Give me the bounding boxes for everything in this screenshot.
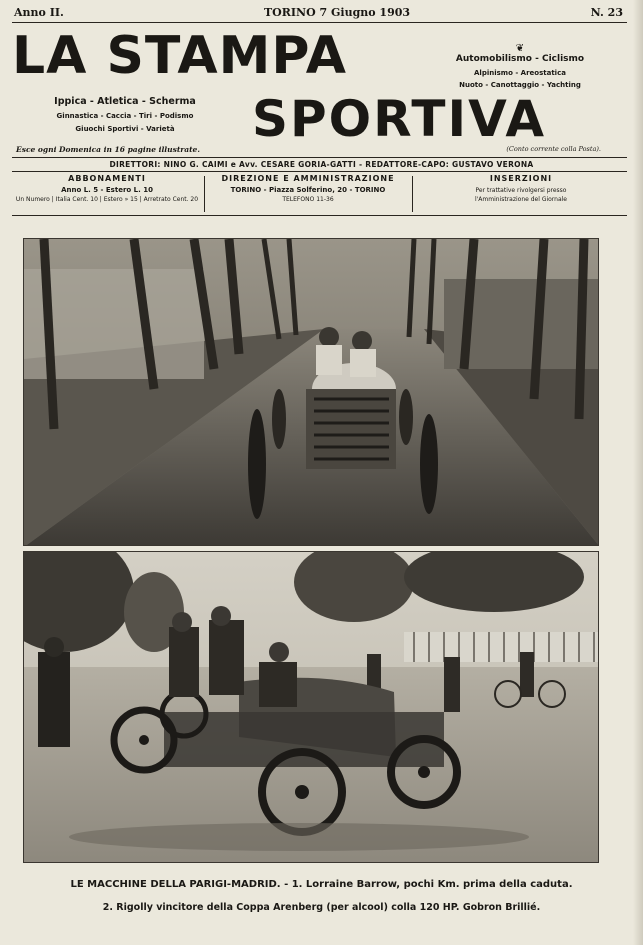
right-subtitle-2: Alpinismo - Areostatica: [474, 69, 566, 77]
photo-1-image: [24, 239, 599, 546]
ornament-icon: ❦: [515, 43, 525, 54]
photo-rigolly-gobron-brillie: [23, 551, 599, 863]
ads-text-2: l'Amministrazione del Giornale: [474, 196, 568, 203]
divider: [12, 215, 627, 216]
subscriptions-text: Anno L. 5 - Estero L. 10: [61, 186, 153, 194]
caption-line-1: LE MACCHINE DELLA PARIGI-MADRID. - 1. Lorraine Barrow, pochi Km. prima della caduta.: [70, 879, 573, 890]
page-edge-shadow: [633, 0, 643, 945]
place-date: TORINO 7 Giugno 1903: [264, 6, 411, 19]
info-row: [12, 174, 627, 214]
photo-2-image: [24, 552, 599, 863]
masthead-right-subtitles: [440, 43, 600, 89]
dateline: [14, 6, 623, 20]
ads-box: [416, 174, 626, 214]
caption-line-2: 2. Rigolly vincitore della Coppa Arenberg (per alcool) colla 120 HP. Gobron Brillié.: [102, 902, 541, 913]
divider: [12, 157, 627, 158]
volume-label: Anno II.: [14, 6, 64, 19]
masthead-title-line1: LA STAMPA: [12, 26, 347, 86]
office-title: DIREZIONE E AMMINISTRAZIONE: [221, 174, 395, 183]
postal-note: (Conto corrente colla Posta).: [506, 145, 601, 153]
office-box: [208, 174, 408, 214]
divider: [204, 176, 205, 212]
divider: [12, 171, 627, 172]
left-subtitle-1: Ippica - Atletica - Scherma: [54, 96, 196, 107]
subscriptions-box: [12, 174, 202, 214]
office-phone: TELEFONO 11-36: [282, 196, 334, 203]
right-subtitle-1: Automobilismo - Ciclismo: [455, 54, 585, 64]
masthead-left-subtitles: [30, 96, 220, 133]
divider: [412, 176, 413, 212]
subscriptions-title: ABBONAMENTI: [68, 174, 146, 183]
left-subtitle-3: Giuochi Sportivi - Varietà: [75, 125, 175, 133]
divider: [12, 22, 627, 23]
right-subtitle-3: Nuoto - Canottaggio - Yachting: [459, 81, 581, 89]
issue-number: N. 23: [590, 6, 623, 19]
office-address: TORINO - Piazza Solferino, 20 - TORINO: [230, 186, 386, 194]
photo-lorraine-barrow: [23, 238, 599, 546]
tagline: Esce ogni Domenica in 16 pagine illustrate.: [16, 145, 200, 154]
directors-line: DIRETTORI: NINO G. CAIMI e Avv. CESARE GORIA-GATTI - REDATTORE-CAPO: GUSTAVO VERONA: [109, 160, 534, 169]
masthead-title-line2: SPORTIVA: [252, 90, 547, 148]
subscriptions-detail: Un Numero | Italia Cent. 10 | Estero » 15 | Arretrato Cent. 20: [15, 196, 199, 203]
ads-title: INSERZIONI: [489, 174, 553, 183]
left-subtitle-2: Ginnastica - Caccia - Tiri - Podismo: [56, 112, 194, 120]
ads-text-1: Per trattative rivolgersi presso: [475, 187, 567, 194]
